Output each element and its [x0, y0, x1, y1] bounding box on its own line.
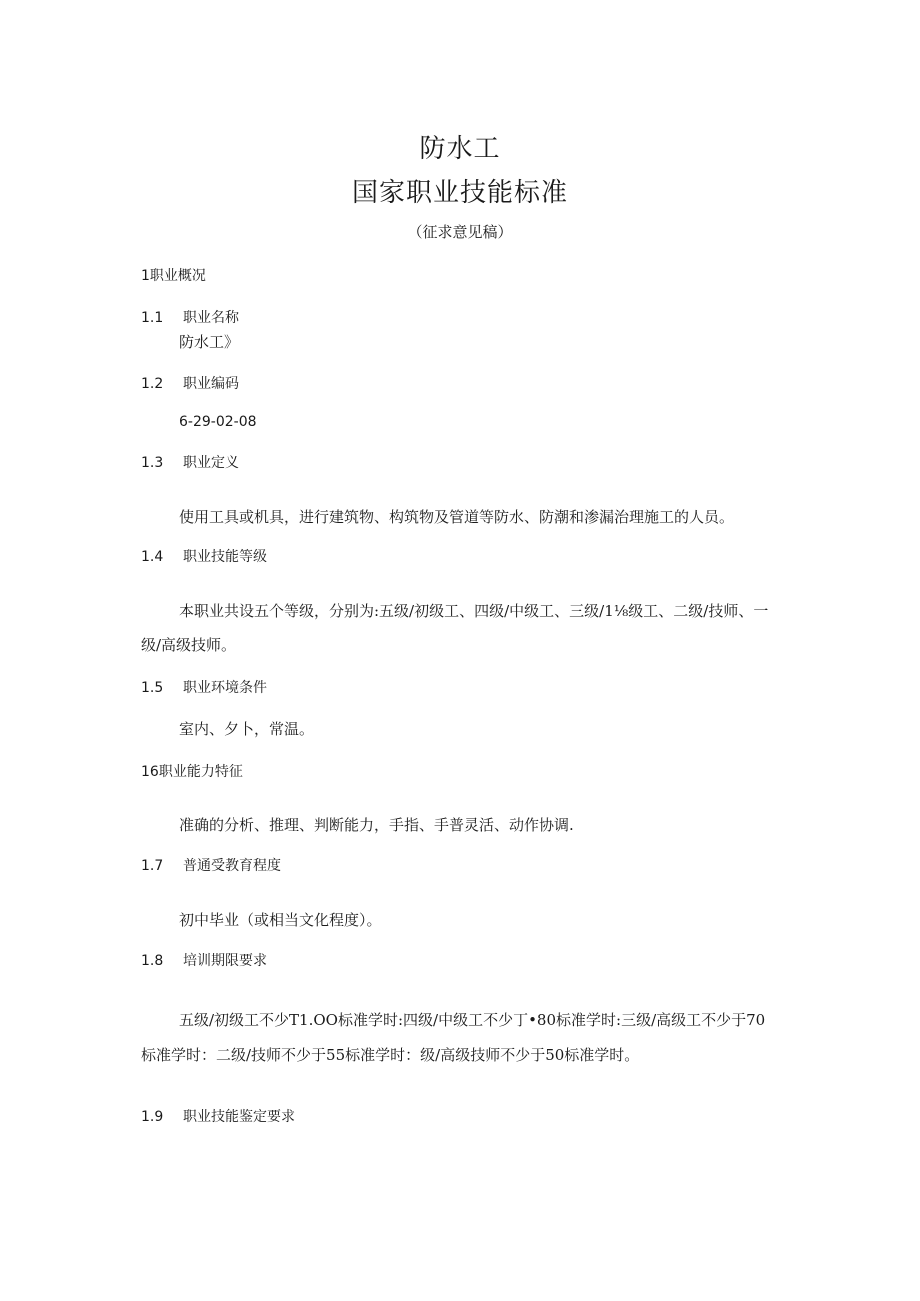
section-title: 职业环境条件: [183, 680, 267, 696]
section-content-1-7: 初中毕业（或相当文化程度）。: [179, 911, 382, 929]
section-title: 普通受教育程度: [183, 858, 281, 874]
section-content-1-3: 使用工具或机具，进行建筑物、构筑物及管道等防水、防潮和渗漏治理施工的人员。: [179, 508, 735, 526]
section-content-1-6: 准确的分析、推理、判断能力，手指、手普灵活、动作协调.: [179, 816, 574, 834]
section-number: 1.9: [141, 1109, 164, 1125]
section-number: 1.3: [141, 455, 164, 471]
section-number: 1.1: [141, 310, 164, 326]
section-content-1-4-line2: 级/高级技师。: [141, 636, 237, 654]
section-number: 1.4: [141, 549, 164, 565]
section-title: 培训期限要求: [183, 953, 267, 969]
section-heading-1-1: [141, 307, 239, 327]
section-title: 职业技能等级: [183, 549, 267, 565]
section-heading-1-2: [141, 373, 239, 393]
document-title-line1: 防水工: [419, 134, 501, 164]
section-title: 职业定义: [183, 455, 239, 471]
section-content-1-1: 防水工》: [179, 333, 240, 351]
section-heading-1-3: [141, 452, 239, 472]
section-number: 1.2: [141, 376, 164, 392]
section-heading-1-6: 16职业能力特征: [141, 764, 243, 780]
section-heading-1-5: [141, 677, 267, 697]
section-content-1-2: 6-29-02-08: [179, 414, 257, 430]
chapter-heading: 1职业概况: [141, 268, 206, 284]
section-content-1-5: 室内、夕卜，常温。: [179, 720, 315, 738]
section-heading-1-7: [141, 855, 281, 875]
section-heading-1-8: [141, 950, 267, 970]
document-title-line2: 国家职业技能标准: [351, 178, 568, 208]
section-number: 1.8: [141, 953, 164, 969]
section-title: 职业编码: [183, 376, 239, 392]
section-heading-1-9: [141, 1106, 295, 1126]
section-heading-1-4: [141, 546, 267, 566]
section-title: 职业技能鉴定要求: [183, 1109, 295, 1125]
document-subtitle: （征求意见稿）: [407, 223, 513, 241]
section-content-1-8-line2: 标准学时：二级/技师不少于55标准学时：级/高级技师不少于50标准学时。: [141, 1046, 640, 1064]
section-number: 1.5: [141, 680, 164, 696]
section-number: 1.7: [141, 858, 164, 874]
section-title: 职业名称: [183, 310, 239, 326]
section-content-1-8-line1: 五级/初级工不少T1.OO标准学时:四级/中级工不少丁•80标准学时:三级/高级工不少于70: [179, 1011, 766, 1029]
section-content-1-4-line1: 本职业共设五个等级，分别为:五级/初级工、四级/中级工、三级/1⅛级工、二级/技师、一: [179, 602, 769, 620]
